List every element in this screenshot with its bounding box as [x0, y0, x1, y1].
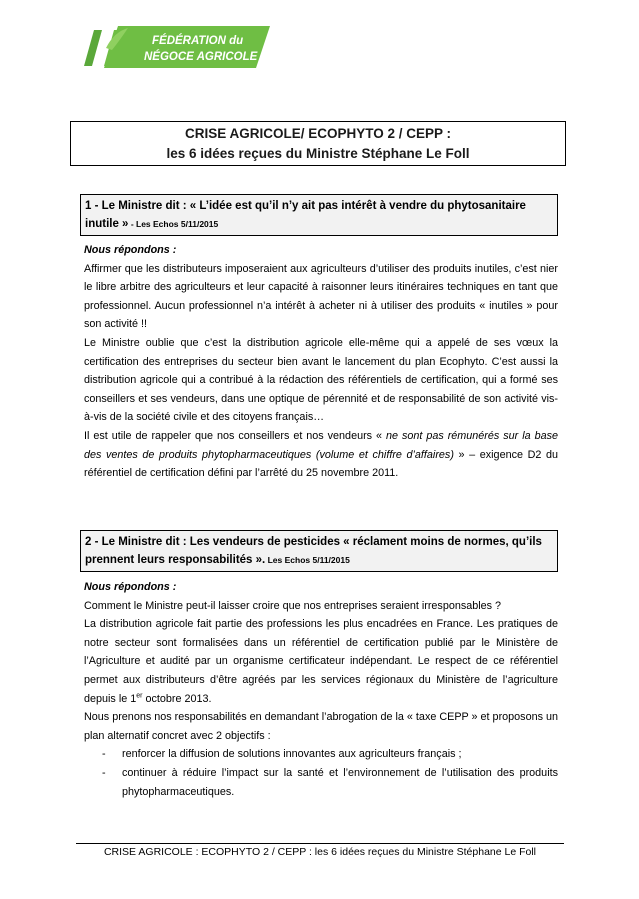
page-footer: CRISE AGRICOLE : ECOPHYTO 2 / CEPP : les 6 idées reçues du Ministre Stéphane Le Foll — [103, 846, 537, 858]
logo-line2: NÉGOCE AGRICOLE — [144, 51, 258, 63]
section2-question: 2 - Le Ministre dit : Les vendeurs de pesticides « réclament moins de normes, qu’ils prennent leurs responsabilités ». — [85, 536, 542, 566]
section1-p3-emphasis: ne sont pas rémunérés sur la base des ventes de produits phytopharmaceutiques (volume et chiffre d’affaires) — [84, 429, 558, 461]
section2-paragraph-3: Nous prenons nos responsabilités en demandant l’abrogation de la « taxe CEPP » et proposons un plan alternatif concret avec 2 objectifs : — [84, 711, 558, 742]
document-title — [70, 121, 566, 166]
section2-paragraph-2 — [84, 615, 558, 708]
bullet-text: renforcer la diffusion de solutions innovantes aux agriculteurs français ; — [122, 748, 462, 761]
section2-p2-sup: er — [136, 691, 143, 699]
section2-response-label: Nous répondons : — [84, 581, 177, 593]
section1-question-box — [80, 194, 558, 236]
bullet-mark: - — [102, 748, 106, 761]
title-line-2: les 6 idées reçues du Ministre Stéphane Le Foll — [166, 146, 470, 161]
section2-body — [84, 578, 558, 801]
section1-response-label: Nous répondons : — [84, 244, 177, 256]
bullet-mark: - — [102, 766, 106, 779]
section1-paragraph-3 — [84, 427, 558, 483]
section1-p3-end: » – exigence D2 du référentiel de certification défini par l’arrêté du 25 novembre 2011. — [84, 448, 558, 480]
list-item — [84, 745, 558, 764]
section2-question-box — [80, 530, 558, 572]
section2-p2-start: La distribution agricole fait partie des professions les plus encadrées en France. Les pratiques de notre secteur sont formalisées dans un référentiel de certification publié par le Ministère de l’Agriculture et audité par un organisme certificateur indépendant. Le respect de ce référentiel permet aux distributeurs d’être agréés par les services régionaux du Ministère de l’agriculture depuis le 1 — [84, 618, 558, 705]
title-line-1: CRISE AGRICOLE/ ECOPHYTO 2 / CEPP : — [184, 126, 452, 141]
section1-p3-start: Il est utile de rappeler que nos conseillers et nos vendeurs « — [84, 429, 386, 442]
section1-source: - Les Echos 5/11/2015 — [128, 219, 219, 229]
list-item — [84, 764, 558, 801]
section1-question: 1 - Le Ministre dit : « L’idée est qu’il n’y ait pas intérêt à vendre du phytosanitaire inutile » — [85, 200, 526, 230]
section1-paragraph-2: Le Ministre oublie que c’est la distribution agricole elle-même qui a appelé de ses vœux la certification des entreprises du secteur bien avant le lancement du plan Ecophyto. C’est aussi la distribution agricole qui a contribué à la rédaction des référentiels de certification, qui a formé ses conseillers et ses vendeurs, dans une optique de pérennité et de responsabilité de son activité vis-à-vis de la société civile et des citoyens français… — [84, 336, 558, 424]
section2-paragraph-1: Comment le Ministre peut-il laisser croire que nos entreprises seraient irresponsables ? — [84, 599, 502, 612]
logo-line1: FÉDÉRATION du — [152, 35, 244, 47]
federation-logo — [78, 22, 270, 72]
bullet-text: continuer à réduire l’impact sur la santé et l’environnement de l’utilisation des produits phytopharmaceutiques. — [122, 766, 558, 798]
section2-source: Les Echos 5/11/2015 — [265, 555, 350, 565]
section1-body — [84, 241, 558, 483]
section1-paragraph-1: Affirmer que les distributeurs imposeraient aux agriculteurs d’utiliser des produits inutiles, c’est nier le libre arbitre des agriculteurs et leur capacité à raisonner leurs itinéraires techniques en tant que professionnel. Aucun professionnel n’a intérêt à acheter ni à utiliser des produits « inutiles » pour son activité !! — [84, 262, 558, 331]
footer-divider — [76, 843, 564, 844]
section2-p2-end: octobre 2013. — [142, 692, 212, 705]
